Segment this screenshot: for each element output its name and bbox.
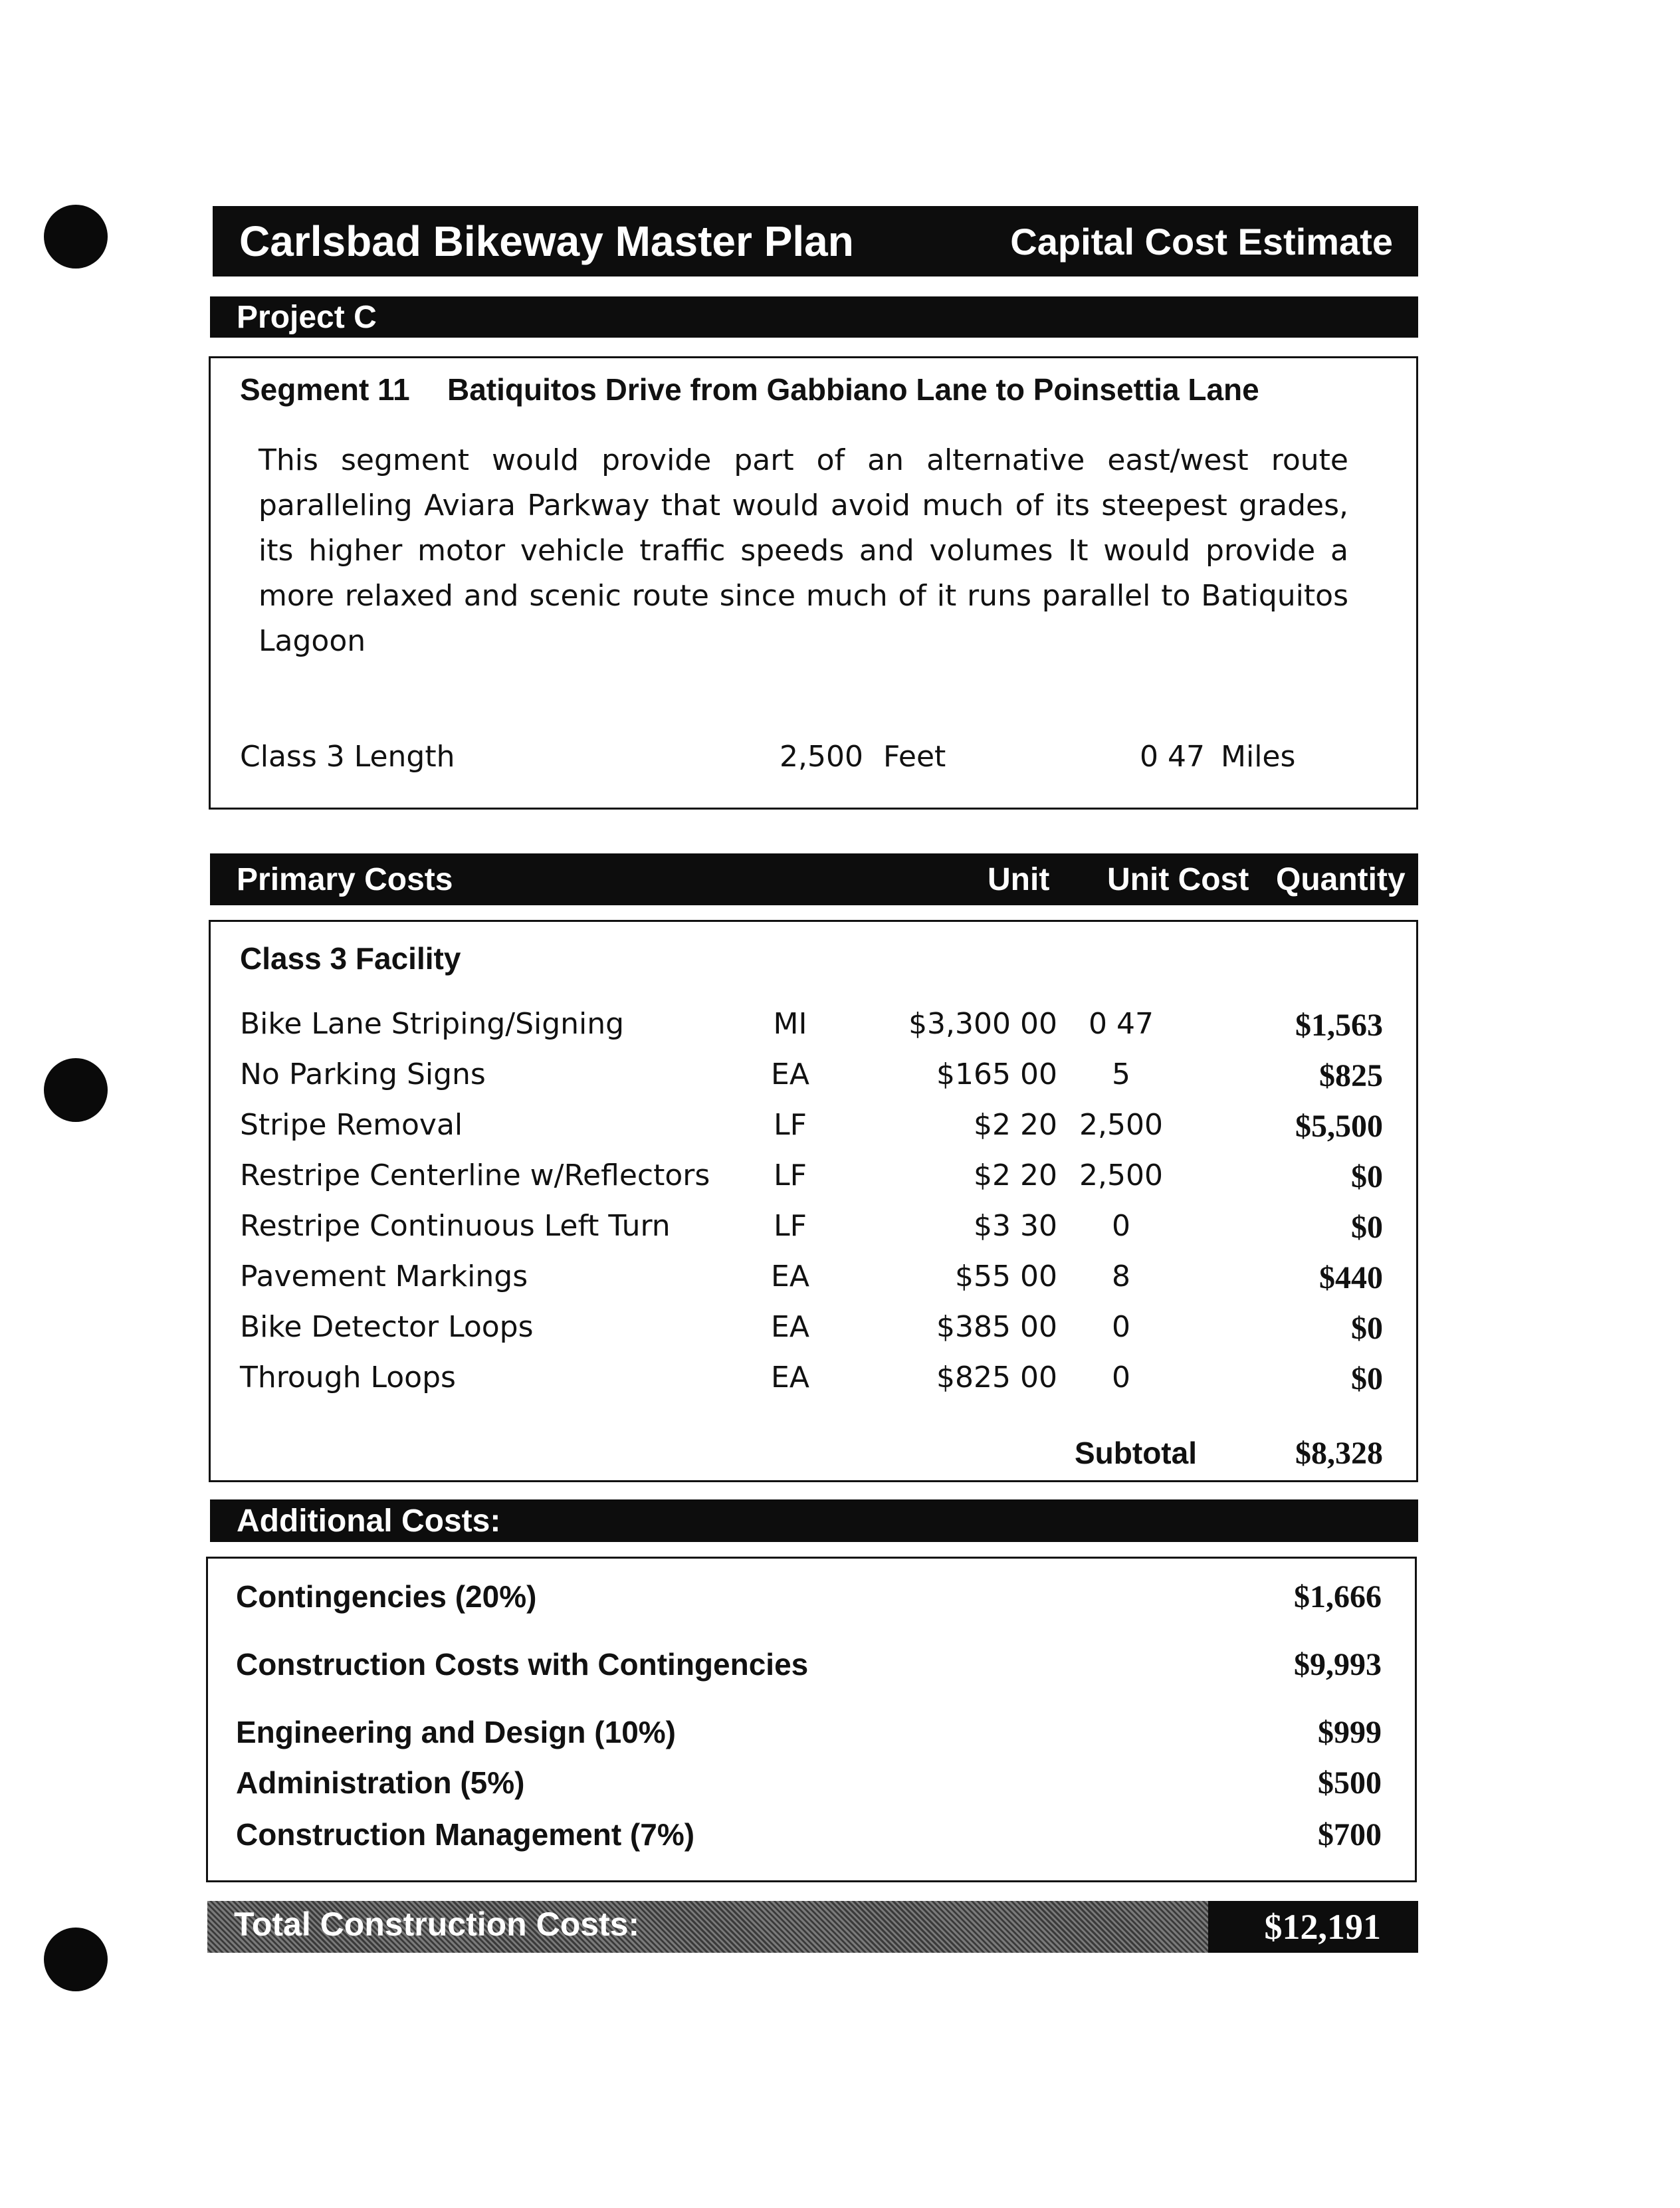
additional-cost-label: Construction Costs with Contingencies [236, 1647, 809, 1682]
item-total: $440 [1319, 1260, 1383, 1295]
additional-cost-label: Construction Management (7%) [236, 1817, 695, 1852]
item-name: Restripe Centerline w/Reflectors [240, 1159, 710, 1192]
additional-costs-title: Additional Costs: [237, 1503, 501, 1539]
item-quantity: 0 [1112, 1209, 1130, 1243]
project-label: Project C [237, 299, 377, 335]
total-construction-costs-label: Total Construction Costs: [234, 1906, 640, 1943]
table-row [211, 1310, 1416, 1361]
length-feet: 2,500 [780, 740, 863, 774]
additional-cost-label: Contingencies (20%) [236, 1579, 537, 1614]
document-title: Carlsbad Bikeway Master Plan [239, 217, 854, 265]
item-name: No Parking Signs [240, 1057, 486, 1091]
table-row [211, 1057, 1416, 1108]
item-name: Bike Lane Striping/Signing [240, 1007, 625, 1041]
unit-column-header: Unit [988, 861, 1050, 897]
title-bar [213, 206, 1418, 276]
segment-number: Segment 11 [240, 372, 410, 407]
segment-heading [240, 372, 1259, 407]
item-unit-cost: $385 00 [936, 1310, 1057, 1344]
segment-description: This segment would provide part of an alternative east/west route paralleling Aviara Parkway that would avoid much of its steepest grades, its higher motor vehicle traffic speeds and volumes It would provide a more relaxed and scenic route since much of it runs parallel to Batiquitos Lagoon [259, 443, 1348, 658]
primary-costs-header [210, 853, 1584, 905]
total-cost-column-header: Total Cost [1430, 861, 1584, 897]
item-unit: LF [774, 1209, 807, 1243]
additional-cost-value: $500 [1318, 1765, 1382, 1801]
item-name: Restripe Continuous Left Turn [240, 1209, 671, 1243]
item-unit: EA [771, 1361, 809, 1394]
item-total: $5,500 [1295, 1109, 1383, 1144]
length-label: Class 3 Length [240, 740, 455, 774]
item-quantity: 5 [1112, 1057, 1130, 1091]
additional-cost-label: Administration (5%) [236, 1765, 525, 1800]
item-quantity: 8 [1112, 1260, 1130, 1293]
additional-cost-value: $700 [1318, 1817, 1382, 1852]
segment-name: Batiquitos Drive from Gabbiano Lane to Poinsettia Lane [447, 372, 1259, 407]
item-total: $1,563 [1295, 1008, 1383, 1043]
item-unit-cost: $2 20 [974, 1159, 1057, 1192]
primary-costs-table [209, 920, 1418, 1482]
feet-unit: Feet [883, 740, 946, 774]
item-total: $0 [1351, 1159, 1383, 1194]
length-miles: 0 47 [1140, 740, 1205, 774]
item-quantity: 0 [1112, 1361, 1130, 1394]
item-name: Through Loops [240, 1361, 456, 1394]
item-unit: EA [771, 1260, 809, 1293]
primary-costs-title: Primary Costs [237, 861, 453, 897]
item-unit-cost: $3,300 00 [908, 1007, 1057, 1041]
table-row [211, 1007, 1416, 1057]
facility-heading: Class 3 Facility [240, 941, 461, 976]
additional-cost-label: Engineering and Design (10%) [236, 1715, 676, 1749]
binder-hole-middle [44, 1058, 108, 1122]
item-unit-cost: $825 00 [936, 1361, 1057, 1394]
table-row [211, 1361, 1416, 1411]
quantity-column-header: Quantity [1276, 861, 1406, 897]
binder-hole-bottom [44, 1928, 108, 1991]
item-unit-cost: $2 20 [974, 1108, 1057, 1142]
additional-cost-value: $1,666 [1294, 1579, 1382, 1614]
item-unit-cost: $165 00 [936, 1057, 1057, 1091]
item-quantity: 0 47 [1089, 1007, 1154, 1041]
table-row [211, 1209, 1416, 1260]
additional-costs-header [210, 1499, 1418, 1542]
item-quantity: 2,500 [1079, 1108, 1163, 1142]
table-row [211, 1108, 1416, 1159]
total-construction-costs-value: $12,191 [1264, 1907, 1381, 1947]
subtotal-label: Subtotal [1075, 1436, 1197, 1470]
item-unit: LF [774, 1159, 807, 1192]
item-unit: MI [773, 1007, 807, 1041]
item-unit-cost: $55 00 [955, 1260, 1057, 1293]
table-row [211, 1159, 1416, 1209]
document-subtitle: Capital Cost Estimate [1010, 220, 1393, 263]
additional-cost-value: $999 [1318, 1715, 1382, 1750]
subtotal-value: $8,328 [1295, 1436, 1383, 1471]
item-total: $0 [1351, 1361, 1383, 1396]
item-name: Stripe Removal [240, 1108, 463, 1142]
item-unit: EA [771, 1310, 809, 1344]
item-name: Bike Detector Loops [240, 1310, 534, 1344]
item-quantity: 0 [1112, 1310, 1130, 1344]
item-unit-cost: $3 30 [974, 1209, 1057, 1243]
table-row [211, 1260, 1416, 1310]
additional-costs-table [206, 1557, 1417, 1882]
total-construction-costs-bar [207, 1901, 1418, 1953]
item-total: $0 [1351, 1311, 1383, 1346]
item-total: $0 [1351, 1210, 1383, 1245]
segment-box [209, 356, 1418, 810]
binder-hole-top [44, 205, 108, 269]
project-bar [210, 296, 1418, 338]
item-quantity: 2,500 [1079, 1159, 1163, 1192]
item-name: Pavement Markings [240, 1260, 528, 1293]
unit-cost-column-header: Unit Cost [1107, 861, 1249, 897]
item-unit: LF [774, 1108, 807, 1142]
miles-unit: Miles [1221, 740, 1296, 774]
item-unit: EA [771, 1057, 809, 1091]
additional-cost-value: $9,993 [1294, 1647, 1382, 1682]
item-total: $825 [1319, 1058, 1383, 1093]
